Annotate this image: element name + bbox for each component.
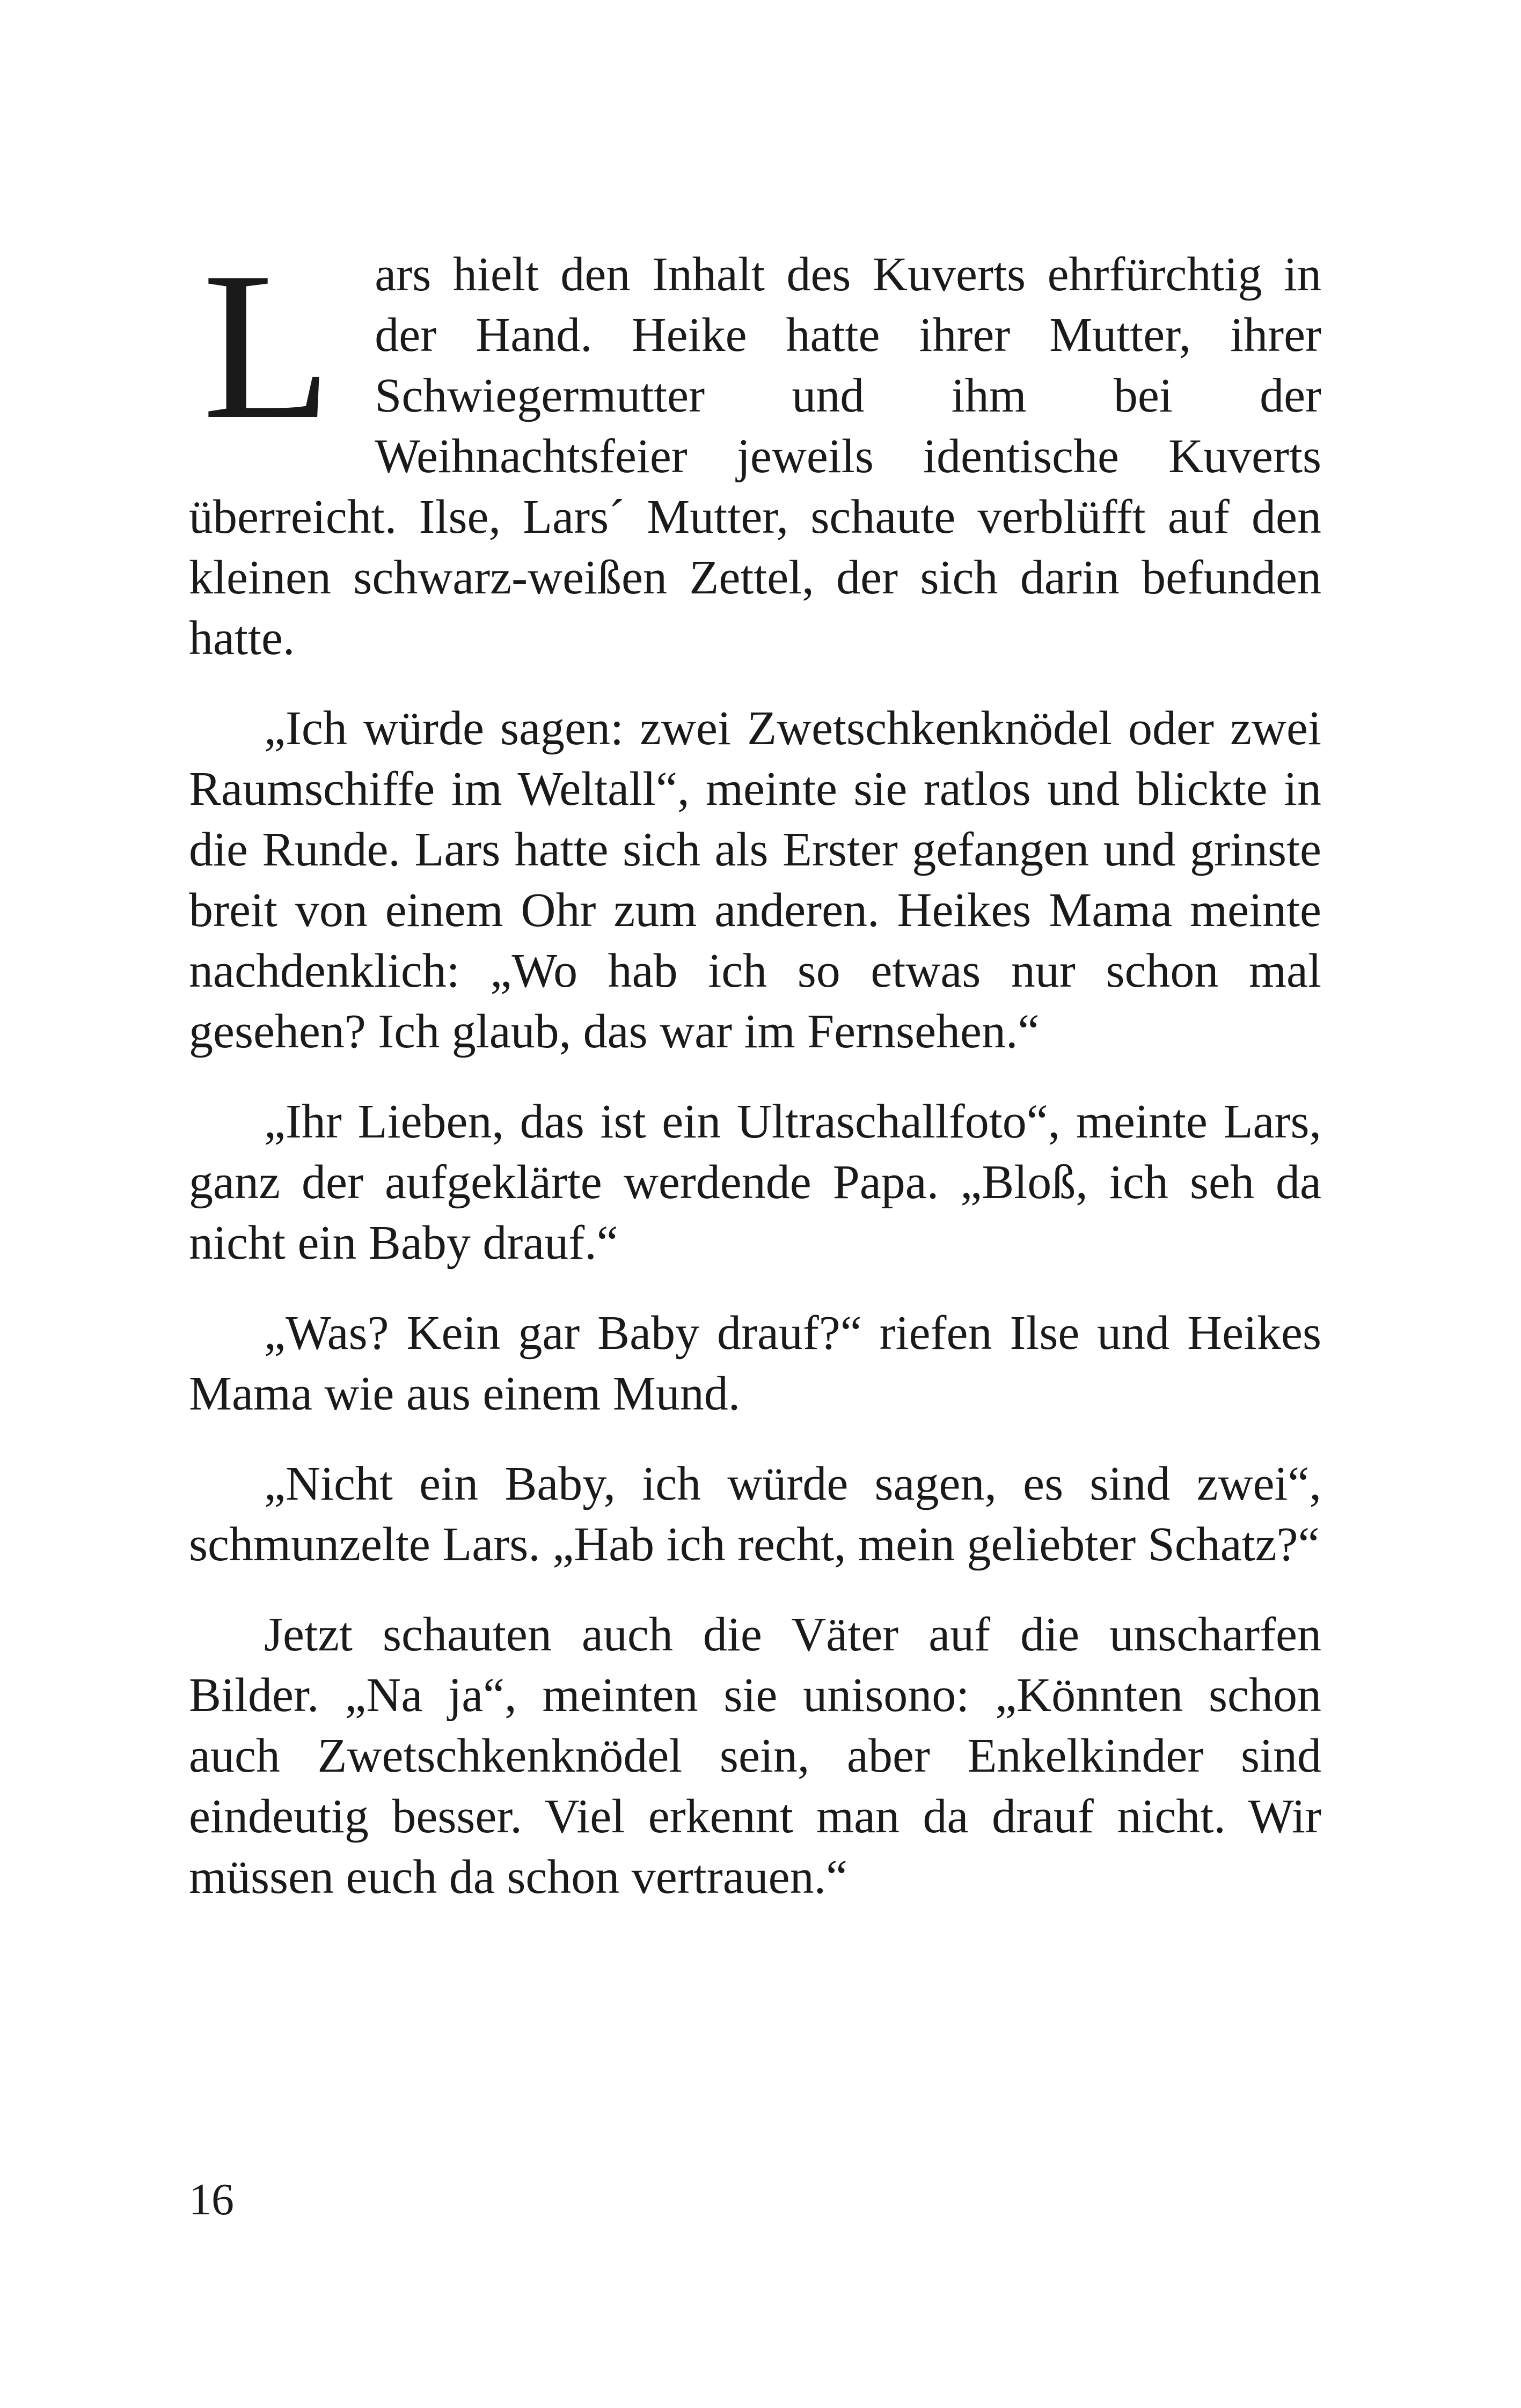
paragraph: „Was? Kein gar Baby drauf?“ riefen Ilse und Heikes Mama wie aus einem Mund. [189,1306,1321,1420]
paragraph: Jetzt schauten auch die Väter auf die unscharfen Bilder. „Na ja“, meinten sie unisono: „Könnten schon auch Zwetschkenknödel sein, aber Enkelkinder sind eindeutig besser. Viel erkennt man da drauf nicht. Wir müssen euch da schon vertrauen.“ [189,1608,1321,1904]
drop-cap: L [202,229,332,463]
page-number: 16 [189,2175,234,2225]
opening-paragraph-text: ars hielt den Inhalt des Kuverts ehrfürchtig in der Hand. Heike hatte ihrer Mutter, ihrer Schwiegermutter und ihm bei der Weihnachtsfeier jeweils identische Kuverts überreicht. Ilse, Lars´ Mutter, schaute verblüfft auf den kleinen schwarz-weißen Zettel, der sich darin befunden hatte. [189,248,1321,665]
paragraph: „Ihr Lieben, das ist ein Ultraschallfoto“, meinte Lars, ganz der aufgeklärte werdende Papa. „Bloß, ich seh da nicht ein Baby drauf.“ [189,1095,1321,1269]
body-text [189,229,1321,1937]
opening-paragraph [189,229,1321,669]
paragraph: „Nicht ein Baby, ich würde sagen, es sind zwei“, schmunzelte Lars. „Hab ich recht, mein geliebter Schatz?“ [189,1457,1321,1571]
paragraph: „Ich würde sagen: zwei Zwetschkenknödel oder zwei Raumschiffe im Weltall“, meinte sie ratlos und blickte in die Runde. Lars hatte sich als Erster gefangen und grinste breit von einem Ohr zum anderen. Heikes Mama meinte nachdenklich: „Wo hab ich so etwas nur schon mal gesehen? Ich glaub, das war im Fernsehen.“ [189,702,1321,1058]
